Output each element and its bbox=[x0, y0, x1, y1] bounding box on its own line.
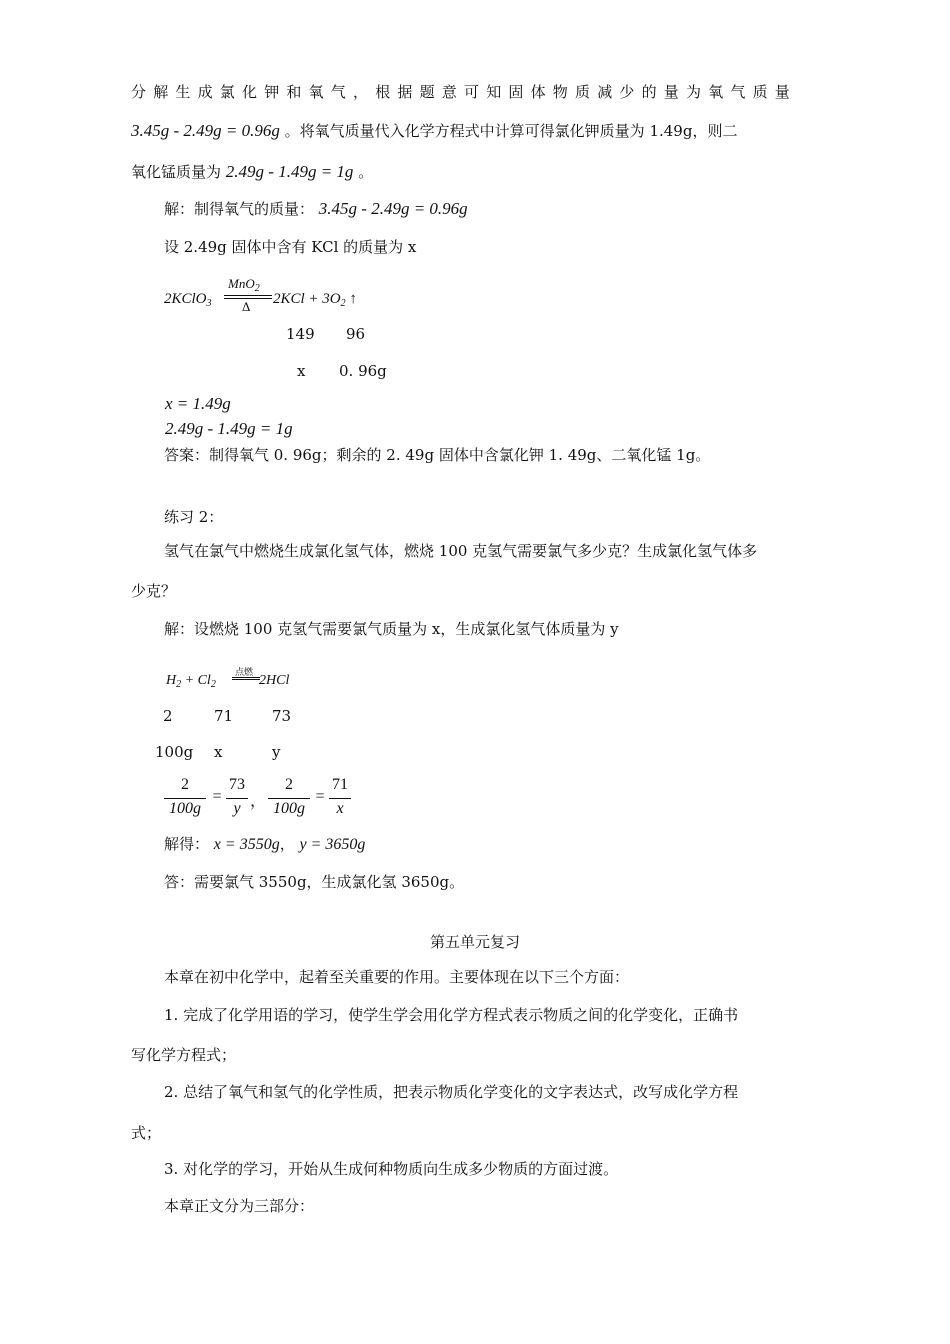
fraction-bar bbox=[329, 798, 351, 799]
reactant: + Cl bbox=[181, 673, 211, 688]
para-line: 本章在初中化学中，起着至关重要的作用。主要体现在以下三个方面： bbox=[164, 968, 630, 986]
reaction-bar bbox=[224, 295, 272, 296]
fraction-numerator: 73 bbox=[229, 776, 245, 793]
question-line: 氢气在氯气中燃烧生成氯化氢气体，燃烧 100 克氢气需要氯气多少克？生成氯化氢气体多 bbox=[164, 542, 758, 560]
result-label: 解得： bbox=[164, 835, 210, 853]
fraction-numerator: 71 bbox=[332, 776, 348, 793]
section-title: 第五单元复习 bbox=[429, 933, 520, 951]
math-expression: y = 3650g bbox=[299, 836, 366, 853]
math-expression: x = 3550g bbox=[213, 836, 280, 853]
equation-left bbox=[164, 289, 212, 314]
answer-line: 答案：制得氧气 0. 96g；剩余的 2. 49g 固体中含氯化钾 1. 49g、二氧化锰 1g。 bbox=[164, 446, 711, 464]
para-text: 。 bbox=[358, 163, 374, 181]
subscript: 2 bbox=[340, 298, 346, 309]
ratio-value: 100g bbox=[155, 743, 194, 761]
fraction-bar bbox=[268, 798, 310, 799]
reaction-bar bbox=[232, 679, 260, 680]
equals-sign: = bbox=[315, 788, 325, 805]
assumption-line: 设 2.49g 固体中含有 KCl 的质量为 x bbox=[164, 238, 417, 256]
equals-sign: = bbox=[212, 788, 222, 805]
subscript: 3 bbox=[206, 298, 212, 309]
ratio-value: 0. 96g bbox=[339, 362, 387, 380]
ratio-value: x bbox=[297, 362, 306, 380]
para-line: 分解生成氯化钾和氧气，根据题意可知固体物质减少的量为氧气质量 bbox=[131, 83, 798, 101]
reactant: H bbox=[166, 673, 177, 688]
gas-arrow: ↑ bbox=[349, 291, 357, 307]
math-expression: 3.45g - 2.49g = 0.96g bbox=[131, 121, 280, 140]
assumption-line: 解：设燃烧 100 克氢气需要氯气质量为 x，生成氯化氢气体质量为 y bbox=[164, 620, 619, 638]
answer-line: 答：需要氯气 3550g，生成氯化氢 3650g。 bbox=[164, 873, 465, 891]
para-text: 氧化锰质量为 bbox=[131, 163, 222, 181]
fraction-denominator: x bbox=[336, 800, 344, 817]
fraction-numerator: 2 bbox=[181, 776, 189, 793]
ratio-value: 149 bbox=[286, 325, 315, 343]
list-item-continued: 式； bbox=[131, 1124, 162, 1142]
equation-left bbox=[166, 671, 216, 695]
subscript: 2 bbox=[176, 679, 182, 690]
list-item-continued: 写化学方程式； bbox=[131, 1046, 237, 1064]
list-item: 2. 总结了氧气和氢气的化学性质，把表示物质化学变化的文字表达式，改写成化学方程 bbox=[164, 1083, 739, 1101]
subscript: 2 bbox=[210, 679, 216, 690]
math-expression: 2.49g - 1.49g = 1g bbox=[225, 162, 354, 181]
fraction-numerator: 2 bbox=[285, 776, 293, 793]
ratio-value: 2 bbox=[163, 707, 173, 725]
para-line bbox=[131, 121, 737, 141]
fraction-bar bbox=[226, 798, 248, 799]
ratio-value: x bbox=[214, 743, 223, 761]
math-expression: 3.45g - 2.49g = 0.96g bbox=[318, 199, 468, 218]
fraction-bar bbox=[164, 798, 206, 799]
solution-line bbox=[164, 199, 468, 219]
ratio-value: y bbox=[272, 743, 281, 761]
reaction-condition-bottom: Δ bbox=[242, 299, 251, 314]
reaction-bar bbox=[232, 677, 260, 678]
reactant: 2KClO bbox=[164, 291, 207, 307]
exercise-title: 练习 2： bbox=[164, 508, 224, 526]
fraction-denominator: 100g bbox=[169, 800, 201, 817]
subscript: 2 bbox=[254, 283, 260, 294]
para-line: 本章正文分为三部分： bbox=[164, 1197, 315, 1215]
result-line: x = 1.49g bbox=[165, 394, 231, 413]
para-line bbox=[131, 162, 373, 182]
list-item: 1. 完成了化学用语的学习，使学生学会用化学方程式表示物质之间的化学变化，正确书 bbox=[164, 1006, 739, 1024]
separator: ， bbox=[279, 835, 295, 853]
fraction-denominator: y bbox=[233, 800, 241, 817]
reaction-condition-top: 点燃 bbox=[235, 667, 254, 677]
fraction-denominator: 100g bbox=[273, 800, 305, 817]
product: 2KCl + 3O bbox=[273, 291, 341, 307]
solution-label: 解：制得氧气的质量： bbox=[164, 200, 315, 218]
list-item: 3. 对化学的学习，开始从生成何种物质向生成多少物质的方面过渡。 bbox=[164, 1160, 619, 1178]
para-text: 。将氧气质量代入化学方程式中计算可得氯化钾质量为 1.49g，则二 bbox=[284, 122, 738, 140]
equation-right: 2HCl bbox=[259, 673, 290, 688]
ratio-value: 96 bbox=[346, 325, 366, 343]
equation-right bbox=[273, 289, 357, 314]
result-line: 2.49g - 1.49g = 1g bbox=[165, 419, 293, 438]
catalyst: MnO bbox=[228, 276, 255, 291]
question-line: 少克？ bbox=[131, 582, 177, 600]
ratio-value: 71 bbox=[214, 707, 234, 725]
ratio-value: 73 bbox=[272, 707, 292, 725]
result-line bbox=[164, 834, 365, 855]
separator: ， bbox=[250, 793, 267, 810]
reaction-condition-top bbox=[228, 276, 260, 294]
